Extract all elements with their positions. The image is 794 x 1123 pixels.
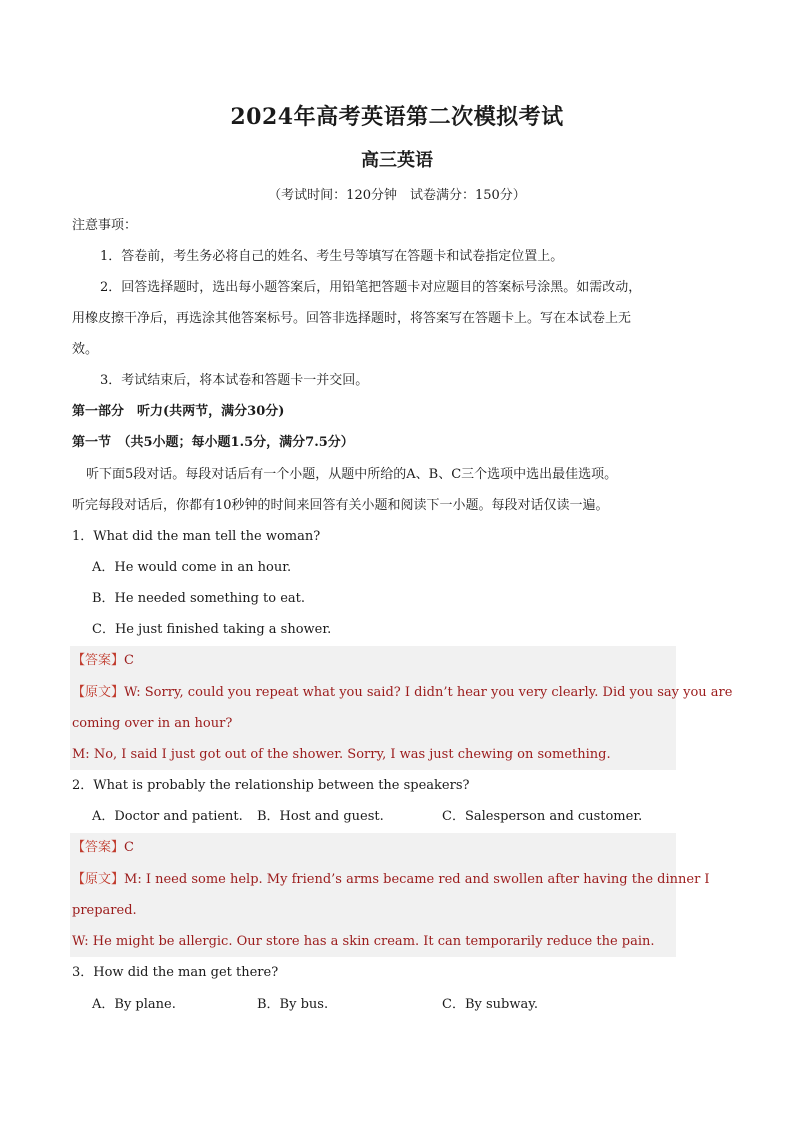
notice-item-3: 3．考试结束后，将本试卷和答题卡一并交回。 [100, 373, 369, 388]
question-1-option-a: A．He would come in an hour. [92, 560, 292, 575]
question-3-option-b: B．By bus. [257, 997, 329, 1012]
script-tag: 【原文】 [72, 685, 125, 700]
question-1-answer [72, 651, 674, 671]
question-2-option-b: B．Host and guest. [257, 809, 384, 824]
question-1-script-line-2: coming over in an hour? [72, 716, 233, 731]
exam-subtitle: 高三英语 [361, 150, 433, 171]
notice-item-2-line-1: 2．回答选择题时，选出每小题答案后，用铅笔把答题卡对应题目的答案标号涂黑。如需改动， [100, 280, 642, 295]
exam-info: （考试时间：120分钟 试卷满分：150分） [268, 188, 526, 203]
question-1-script-line-3: M: No, I said I just got out of the shower. Sorry, I was just chewing on something. [72, 747, 611, 762]
script-tag: 【原文】 [72, 872, 125, 887]
question-2-stem: 2．What is probably the relationship between the speakers? [72, 778, 470, 793]
script-text: W: Sorry, could you repeat what you said? I didn’t hear you very clearly. Did you say you are [124, 685, 733, 700]
question-3-option-c: C．By subway. [442, 997, 538, 1012]
question-1-stem: 1．What did the man tell the woman? [72, 529, 321, 544]
question-2-script-line-3: W: He might be allergic. Our store has a skin cream. It can temporarily reduce the pain. [72, 934, 655, 949]
question-3-option-a: A．By plane. [92, 997, 176, 1012]
question-2-option-a: A．Doctor and patient. [92, 809, 243, 824]
question-2-script-line-2: prepared. [72, 903, 137, 918]
question-1-option-b: B．He needed something to eat. [92, 591, 306, 606]
question-2-answer-block [70, 833, 710, 957]
instructions-line-2: 听完每段对话后，你都有10秒钟的时间来回答有关小题和阅读下一小题。每段对话仅读一遍。 [72, 498, 609, 513]
question-1-script-line-1 [72, 683, 733, 703]
question-2-option-c: C．Salesperson and customer. [442, 809, 643, 824]
answer-tag: 【答案】 [72, 653, 125, 668]
answer-tag: 【答案】 [72, 840, 125, 855]
question-2-script-line-1 [72, 870, 710, 890]
instructions-line-1: 听下面5段对话。每段对话后有一个小题，从题中所给的A、B、C三个选项中选出最佳选项。 [86, 467, 618, 482]
section1-heading: 第一节 （共5小题；每小题1.5分，满分7.5分） [72, 435, 354, 450]
exam-title: 2024年高考英语第二次模拟考试 [230, 104, 564, 130]
notice-heading: 注意事项： [72, 218, 138, 233]
answer-value: C [124, 840, 134, 855]
answer-value: C [124, 653, 134, 668]
notice-item-2-line-2: 用橡皮擦干净后，再选涂其他答案标号。回答非选择题时，将答案写在答题卡上。写在本试卷上无 [72, 311, 632, 326]
question-2-answer [72, 838, 674, 858]
question-1-answer-block [70, 646, 733, 770]
notice-item-1: 1．答卷前，考生务必将自己的姓名、考生号等填写在答题卡和试卷指定位置上。 [100, 249, 564, 264]
script-text: M: I need some help. My friend’s arms became red and swollen after having the dinner I [124, 872, 710, 887]
part1-heading: 第一部分 听力(共两节，满分30分) [72, 404, 285, 419]
notice-item-2-line-3: 效。 [72, 342, 99, 357]
question-3-stem: 3．How did the man get there? [72, 965, 279, 980]
question-1-option-c: C．He just finished taking a shower. [92, 622, 332, 637]
